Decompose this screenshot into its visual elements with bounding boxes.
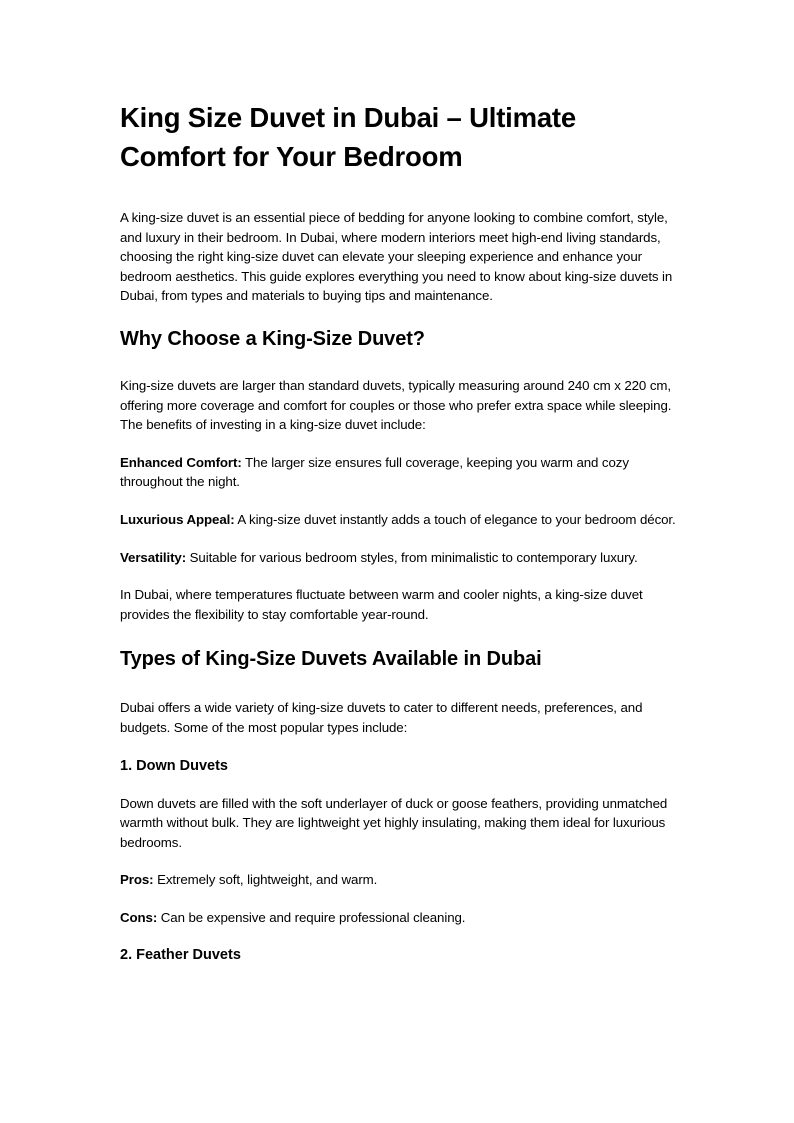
why-closing-paragraph: In Dubai, where temperatures fluctuate between warm and cooler nights, a king-size duvet provides the flexibility to stay comfortable year-round. xyxy=(120,587,643,622)
types-paragraph: Dubai offers a wide variety of king-size duvets to cater to different needs, preferences, and budgets. Some of the most popular types include: xyxy=(120,700,643,735)
cons-label: Cons: xyxy=(120,909,158,925)
page-title: King Size Duvet in Dubai – Ultimate Comfort for Your Bedroom xyxy=(120,102,576,172)
benefit-label: Enhanced Comfort: xyxy=(120,454,242,470)
pros-label: Pros: xyxy=(120,872,154,888)
benefit-label: Luxurious Appeal: xyxy=(120,511,235,527)
document-page xyxy=(120,98,680,983)
feather-duvets-heading: 2. Feather Duvets xyxy=(120,947,241,964)
benefit-text: The larger size ensures full coverage, keeping you warm and cozy throughout the night. xyxy=(120,454,629,490)
down-duvets-heading: 1. Down Duvets xyxy=(120,757,228,774)
types-heading: Types of King-Size Duvets Available in Dubai xyxy=(120,648,542,671)
pros-text: Extremely soft, lightweight, and warm. xyxy=(153,872,378,888)
benefit-text: Suitable for various bedroom styles, from minimalistic to contemporary luxury. xyxy=(186,549,638,565)
down-duvets-cons xyxy=(120,908,680,928)
benefit-text: A king-size duvet instantly adds a touch of elegance to your bedroom décor. xyxy=(234,511,676,527)
why-paragraph: King-size duvets are larger than standard duvets, typically measuring around 240 cm x 220 cm, offering more coverage and comfort for couples or those who prefer extra space while sleeping. The benefits of investing in a king-size duvet include: xyxy=(120,377,672,433)
down-duvets-pros xyxy=(120,870,680,890)
benefit-versatility xyxy=(120,548,680,568)
why-heading: Why Choose a King-Size Duvet? xyxy=(120,327,425,350)
down-duvets-paragraph: Down duvets are filled with the soft underlayer of duck or goose feathers, providing unmatched warmth without bulk. They are lightweight yet highly insulating, making them ideal for luxurious bedrooms. xyxy=(120,795,668,850)
benefit-appeal xyxy=(120,510,680,530)
intro-paragraph: A king-size duvet is an essential piece of bedding for anyone looking to combine comfort, style, and luxury in their bedroom. In Dubai, where modern interiors meet high-end living standards, choosing the right king-size duvet can elevate your sleeping experience and enhance your bedroom aesthetics. This guide explores everything you need to know about king-size duvets in Dubai, from types and materials to buying tips and maintenance. xyxy=(120,210,673,304)
benefit-comfort xyxy=(120,453,680,492)
cons-text: Can be expensive and require professional cleaning. xyxy=(157,909,466,925)
benefit-label: Versatility: xyxy=(120,549,187,565)
